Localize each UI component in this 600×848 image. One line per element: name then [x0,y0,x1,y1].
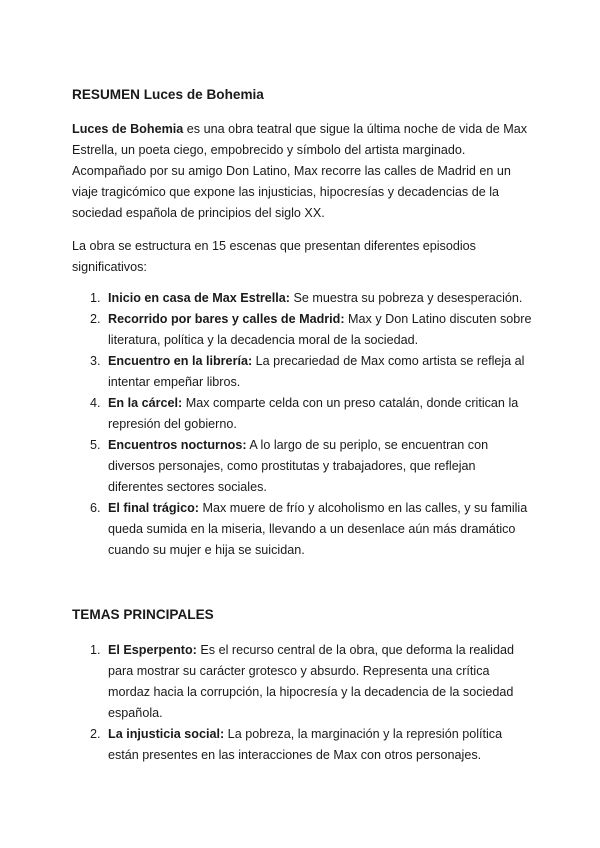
list-item-title: Inicio en casa de Max Estrella: [108,291,290,305]
list-number: 1. [90,291,101,305]
list-number: 2. [90,727,101,741]
intro-bold-title: Luces de Bohemia [72,122,184,136]
list-item-text: Se muestra su pobreza y desesperación. [290,291,523,305]
list-item [72,351,534,393]
document-title: RESUMEN Luces de Bohemia [72,87,264,102]
list-item [72,393,534,435]
list-item-title: La injusticia social: [108,727,225,741]
list-item-title: El final trágico: [108,501,199,515]
list-number: 5. [90,438,101,452]
list-item [72,309,534,351]
list-item-title: Encuentros nocturnos: [108,438,247,452]
list-item-text: Max muere de frío y alcoholismo en las calles, y su familia queda sumida en la miseria, llevando a un desenlace aún más dramático cuando su mujer e hija se suicidan. [108,501,528,557]
list-item-text: La pobreza, la marginación y la represión política están presentes en las interacciones de Max con otros personajes. [108,727,503,762]
list-number: 6. [90,501,101,515]
list-item-text: La precariedad de Max como artista se refleja al intentar empeñar libros. [108,354,525,389]
list-item [72,288,534,309]
list-number: 2. [90,312,101,326]
list-item-text: A lo largo de su periplo, se encuentran con diversos personajes, como prostitutas y trabajadores, que reflejan diferentes sectores sociales. [108,438,489,494]
list-item [72,435,534,498]
structure-paragraph: La obra se estructura en 15 escenas que presentan diferentes episodios significativos: [72,239,476,274]
list-item-text: Max comparte celda con un preso catalán, donde critican la represión del gobierno. [108,396,519,431]
intro-paragraph [72,119,534,224]
themes-heading: TEMAS PRINCIPALES [72,607,214,622]
list-item [72,640,534,724]
episodes-list [72,288,534,561]
themes-list [72,640,534,766]
list-item-title: En la cárcel: [108,396,183,410]
list-item [72,498,534,561]
list-item-title: Encuentro en la librería: [108,354,253,368]
intro-text: es una obra teatral que sigue la última noche de vida de Max Estrella, un poeta ciego, empobrecido y símbolo del artista marginado. Acompañado por su amigo Don Latino, Max recorre las calles de Madrid en un viaje tragicómico que expone las injusticias, hipocresías y decadencias de la sociedad española de principios del siglo XX. [72,122,528,220]
list-number: 1. [90,643,101,657]
list-number: 3. [90,354,101,368]
list-item-title: El Esperpento: [108,643,197,657]
list-item-text: Es el recurso central de la obra, que deforma la realidad para mostrar su carácter grotesco y absurdo. Representa una crítica mordaz hacia la corrupción, la hipocresía y la decadencia de la sociedad española. [108,643,514,720]
list-item [72,724,534,766]
list-item-text: Max y Don Latino discuten sobre literatura, política y la decadencia moral de la sociedad. [108,312,532,347]
list-number: 4. [90,396,101,410]
list-item-title: Recorrido por bares y calles de Madrid: [108,312,345,326]
